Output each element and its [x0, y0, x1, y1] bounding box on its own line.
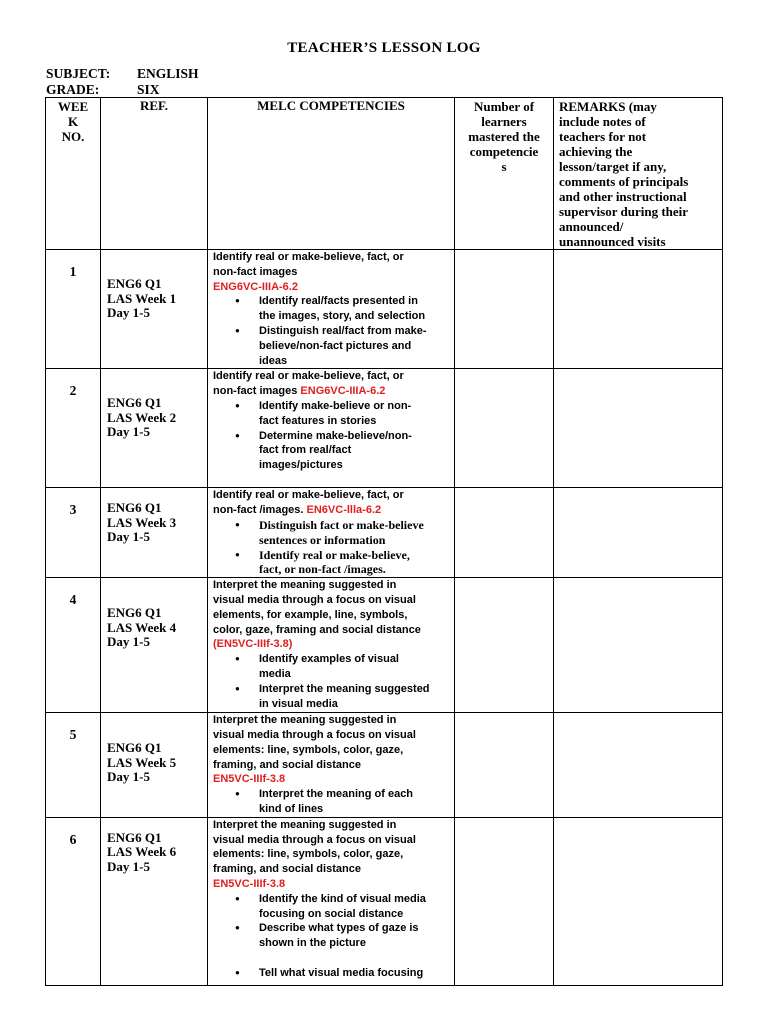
header-num-line: learners [481, 114, 527, 129]
grade-value: SIX [137, 82, 160, 97]
melc-text: framing, and social distance [213, 863, 361, 876]
bullet-text: in visual media [259, 697, 338, 710]
bullet-text: ● Interpret the meaning of each [259, 788, 414, 801]
melc-text: elements: line, symbols, color, gaze, [213, 848, 404, 861]
competency-code: EN6VC-llla-6.2 [306, 504, 382, 517]
melc-cell [208, 817, 455, 985]
ref-line: Day 1-5 [107, 769, 150, 785]
melc-text: visual media through a focus on visual [213, 728, 416, 741]
subject-line [46, 66, 199, 82]
melc-text: Interpret the meaning suggested in [213, 579, 397, 592]
week-number: 1 [46, 250, 101, 369]
melc-text: Identify real or make-believe, fact, or [213, 489, 404, 502]
bullet-text: ● Interpret the meaning suggested [259, 682, 430, 695]
learners-mastered-cell [455, 817, 554, 985]
melc-text: color, gaze, framing and social distance [213, 623, 421, 636]
header-remarks-line: teachers for not [559, 129, 647, 144]
remarks-cell [554, 369, 723, 488]
bullet-list [213, 787, 448, 817]
melc-text: visual media through a focus on visual [213, 593, 416, 606]
header-num-line: mastered the [468, 129, 540, 144]
bullet-text: ● Distinguish fact or make-believe [259, 517, 424, 532]
grade-line [46, 82, 160, 98]
header-num-line: Number of [473, 99, 535, 114]
bullet-text: media [259, 667, 291, 680]
table-row [46, 578, 723, 713]
learners-mastered-cell [455, 578, 554, 713]
bullet-list [213, 294, 448, 368]
bullet-text: ● Tell what visual media focusing [259, 966, 424, 979]
list-item [213, 787, 448, 817]
subject-value: ENGLISH [137, 66, 199, 81]
bullet-list [213, 892, 448, 981]
table-row [46, 817, 723, 985]
bullet-text: shown in the picture [259, 937, 366, 950]
bullet-text: ● Identify make-believe or non- [259, 399, 412, 412]
bullet-list [213, 652, 448, 711]
list-item [213, 324, 448, 368]
bullet-text: ● Describe what types of gaze is [259, 922, 419, 935]
bullet-list [213, 399, 448, 473]
ref-line: LAS Week 2 [107, 409, 177, 425]
header-ref: REF. [101, 98, 208, 250]
list-item [213, 966, 448, 981]
ref-line: LAS Week 3 [107, 514, 177, 530]
ref-line: Day 1-5 [107, 634, 150, 650]
list-item [213, 652, 448, 682]
header-remarks-line: achieving the [559, 144, 633, 159]
subject-label: SUBJECT: [46, 66, 111, 81]
bullet-text: fact from real/fact [259, 444, 352, 457]
ref-line: Day 1-5 [107, 424, 150, 440]
list-item [213, 892, 448, 922]
bullet-text: images/pictures [259, 459, 343, 472]
ref-line: ENG6 Q1 [107, 395, 162, 411]
ref-cell [101, 817, 208, 985]
ref-line: ENG6 Q1 [107, 740, 162, 756]
ref-line: ENG6 Q1 [107, 500, 162, 516]
bullet-text: fact, or non-fact /images. [259, 562, 386, 577]
competency-code: ENG6VC-IIIA-6.2 [300, 385, 386, 398]
competency-code: EN5VC-IIIf-3.8 [213, 773, 286, 786]
ref-line: LAS Week 6 [107, 844, 177, 860]
header-week-line: K [67, 114, 79, 129]
melc-cell [208, 369, 455, 488]
week-number: 4 [46, 578, 101, 713]
ref-line: ENG6 Q1 [107, 276, 162, 291]
header-remarks-line: lesson/target if any, [559, 159, 667, 174]
header-remarks-line: unannounced visits [559, 234, 666, 249]
bullet-list [213, 518, 448, 577]
list-item [213, 429, 448, 473]
melc-text: non-fact /images. [213, 504, 304, 517]
bullet-text: kind of lines [259, 802, 324, 815]
table-row [46, 369, 723, 488]
list-item [213, 294, 448, 324]
header-remarks-line: comments of principals [559, 174, 689, 189]
remarks-cell [554, 488, 723, 578]
table-row [46, 250, 723, 369]
bullet-text: ● Identify real or make-believe, [259, 547, 410, 562]
melc-cell [208, 578, 455, 713]
melc-text: Interpret the meaning suggested in [213, 714, 397, 727]
ref-cell [101, 578, 208, 713]
learners-mastered-cell [455, 713, 554, 818]
header-remarks-line: include notes of [559, 114, 646, 129]
header-remarks-line: and other instructional [559, 189, 687, 204]
header-remarks [554, 98, 723, 250]
remarks-cell [554, 817, 723, 985]
melc-cell [208, 488, 455, 578]
list-item [213, 682, 448, 712]
header-week-no [46, 98, 101, 250]
ref-line: LAS Week 1 [107, 290, 177, 306]
bullet-text: ● Identify real/facts presented in [259, 295, 418, 308]
ref-cell [101, 250, 208, 369]
ref-line: ENG6 Q1 [107, 605, 162, 621]
melc-text: Identify real or make-believe, fact, or [213, 370, 404, 383]
ref-line: LAS Week 4 [107, 619, 177, 635]
learners-mastered-cell [455, 369, 554, 488]
remarks-cell [554, 250, 723, 369]
header-melc-competencies: MELC COMPETENCIES [208, 98, 455, 250]
table-header-row [46, 98, 723, 250]
learners-mastered-cell [455, 488, 554, 578]
bullet-text: ideas [259, 354, 288, 367]
bullet-text: ● Determine make-believe/non- [259, 429, 412, 442]
list-item [213, 518, 448, 548]
ref-line: Day 1-5 [107, 529, 150, 545]
header-remarks-line: REMARKS (may [559, 99, 657, 114]
melc-text: elements: line, symbols, color, gaze, [213, 743, 404, 756]
header-remarks-line: supervisor during their [559, 204, 689, 219]
competency-code: (EN5VC-IIIf-3.8) [213, 638, 293, 651]
bullet-text: ● Distinguish real/fact from make- [259, 324, 427, 337]
melc-cell [208, 713, 455, 818]
ref-line: Day 1-5 [107, 858, 150, 874]
bullet-text: the images, story, and selection [259, 310, 426, 323]
header-num-line: competencie [469, 144, 539, 159]
melc-cell [208, 250, 455, 369]
document-title: TEACHER’S LESSON LOG [287, 40, 481, 56]
bullet-text: ● Identify examples of visual [259, 653, 399, 666]
melc-text: non-fact images [213, 265, 298, 278]
learners-mastered-cell [455, 250, 554, 369]
bullet-text: focusing on social distance [259, 907, 404, 920]
bullet-text: ● Identify the kind of visual media [259, 892, 426, 905]
grade-label: GRADE: [46, 82, 100, 97]
week-number: 3 [46, 488, 101, 578]
header-remarks-line: announced/ [559, 219, 624, 234]
table-row [46, 488, 723, 578]
melc-text: framing, and social distance [213, 758, 361, 771]
ref-cell [101, 713, 208, 818]
ref-line: Day 1-5 [107, 305, 150, 320]
header-week-line: NO. [61, 129, 85, 144]
list-item [213, 399, 448, 429]
bullet-text: sentences or information [259, 532, 386, 547]
table-row [46, 713, 723, 818]
lesson-log-table [45, 97, 723, 986]
header-week-line: WEE [57, 99, 89, 114]
melc-text: non-fact images [213, 385, 298, 398]
melc-text: Interpret the meaning suggested in [213, 818, 397, 831]
week-number: 2 [46, 369, 101, 488]
week-number: 5 [46, 713, 101, 818]
competency-code: ENG6VC-IIIA-6.2 [213, 280, 298, 293]
bullet-text: believe/non-fact pictures and [259, 339, 412, 352]
week-number: 6 [46, 817, 101, 985]
ref-line: ENG6 Q1 [107, 829, 162, 845]
header-num-line: s [501, 159, 507, 174]
ref-cell [101, 488, 208, 578]
remarks-cell [554, 578, 723, 713]
list-item [213, 548, 448, 578]
list-item [213, 921, 448, 951]
header-learners-mastered [455, 98, 554, 250]
competency-code: EN5VC-IIIf-3.8 [213, 877, 286, 890]
melc-text: Identify real or make-believe, fact, or [213, 251, 404, 263]
bullet-text: fact features in stories [259, 414, 377, 427]
melc-text: elements, for example, line, symbols, [213, 608, 408, 621]
ref-line: LAS Week 5 [107, 754, 177, 770]
melc-text: visual media through a focus on visual [213, 833, 416, 846]
ref-cell [101, 369, 208, 488]
remarks-cell [554, 713, 723, 818]
